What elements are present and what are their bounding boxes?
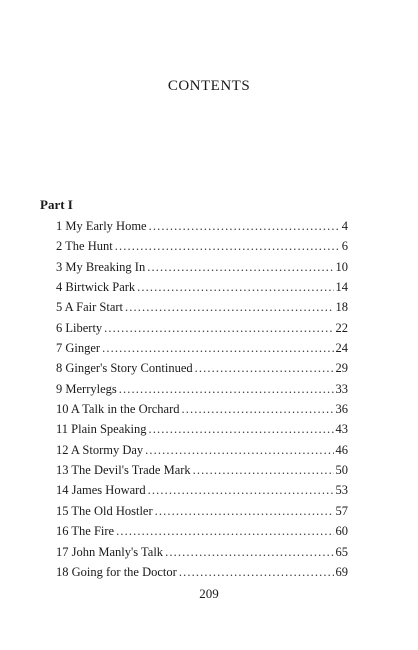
toc-entry (56, 483, 348, 503)
toc-entry-title: 13 The Devil's Trade Mark (56, 463, 191, 478)
dot-leader (193, 463, 334, 478)
toc-entry-page: 4 (341, 219, 348, 233)
toc-entry-page: 18 (335, 300, 348, 315)
toc-entry (56, 422, 348, 442)
table-of-contents (56, 219, 348, 585)
toc-entry (56, 382, 348, 402)
toc-entry-page: 57 (335, 503, 348, 518)
toc-entry (56, 463, 348, 483)
toc-entry-page: 50 (335, 463, 348, 478)
dot-leader (102, 341, 333, 356)
toc-entry (56, 219, 348, 239)
dot-leader (182, 402, 334, 417)
dot-leader (147, 260, 333, 275)
dot-leader (116, 524, 333, 539)
toc-entry-page: 29 (335, 361, 348, 376)
dot-leader (125, 300, 333, 315)
dot-leader (179, 565, 334, 580)
toc-entry-title: 16 The Fire (56, 524, 115, 539)
toc-entry-title: 4 Birtwick Park (56, 280, 136, 295)
dot-leader (148, 483, 334, 498)
toc-entry (56, 341, 348, 361)
page-title: CONTENTS (167, 78, 251, 94)
toc-entry-title: 9 Merrylegs (56, 381, 117, 396)
toc-entry-title: 17 John Manly's Talk (56, 544, 164, 559)
toc-entry-page: 46 (335, 442, 348, 457)
toc-entry-title: 10 A Talk in the Orchard (56, 402, 180, 417)
toc-entry (56, 361, 348, 381)
part-heading: Part I (40, 197, 73, 212)
toc-entry-title: 18 Going for the Doctor (56, 564, 177, 579)
toc-entry-page: 22 (335, 320, 348, 335)
toc-entry-page: 14 (335, 280, 348, 295)
toc-entry-page: 53 (335, 483, 348, 498)
toc-entry-title: 15 The Old Hostler (56, 503, 153, 518)
dot-leader (195, 361, 334, 376)
toc-entry-title: 8 Ginger's Story Continued (56, 361, 193, 376)
toc-entry-page: 33 (335, 381, 348, 396)
toc-entry-title: 5 A Fair Start (56, 300, 124, 315)
toc-entry-page: 60 (335, 524, 348, 539)
toc-entry-page: 65 (335, 544, 348, 559)
toc-entry-page: 36 (335, 402, 348, 417)
page-number: 209 (199, 586, 219, 601)
dot-leader (165, 545, 333, 560)
toc-entry-title: 11 Plain Speaking (56, 422, 147, 437)
toc-entry-title: 12 A Stormy Day (56, 442, 144, 457)
dot-leader (149, 219, 340, 234)
toc-entry (56, 402, 348, 422)
toc-entry-page: 69 (335, 564, 348, 579)
toc-entry (56, 280, 348, 300)
toc-entry (56, 300, 348, 320)
toc-entry (56, 504, 348, 524)
dot-leader (137, 280, 333, 295)
toc-entry (56, 565, 348, 585)
toc-entry-title: 14 James Howard (56, 483, 146, 498)
toc-entry-page: 43 (335, 422, 348, 437)
toc-entry (56, 443, 348, 463)
toc-entry-page: 6 (341, 239, 348, 254)
toc-entry-title: 1 My Early Home (56, 219, 147, 233)
toc-entry (56, 524, 348, 544)
dot-leader (149, 422, 334, 437)
toc-entry-title: 2 The Hunt (56, 239, 113, 254)
toc-entry-title: 6 Liberty (56, 320, 103, 335)
toc-entry-title: 3 My Breaking In (56, 259, 146, 274)
dot-leader (115, 239, 340, 254)
toc-entry-page: 24 (335, 341, 348, 356)
dot-leader (155, 504, 334, 519)
toc-entry (56, 545, 348, 565)
toc-entry-page: 10 (335, 259, 348, 274)
toc-entry (56, 321, 348, 341)
toc-entry (56, 239, 348, 259)
dot-leader (104, 321, 333, 336)
dot-leader (119, 382, 334, 397)
dot-leader (145, 443, 333, 458)
toc-entry (56, 260, 348, 280)
toc-entry-title: 7 Ginger (56, 341, 101, 356)
